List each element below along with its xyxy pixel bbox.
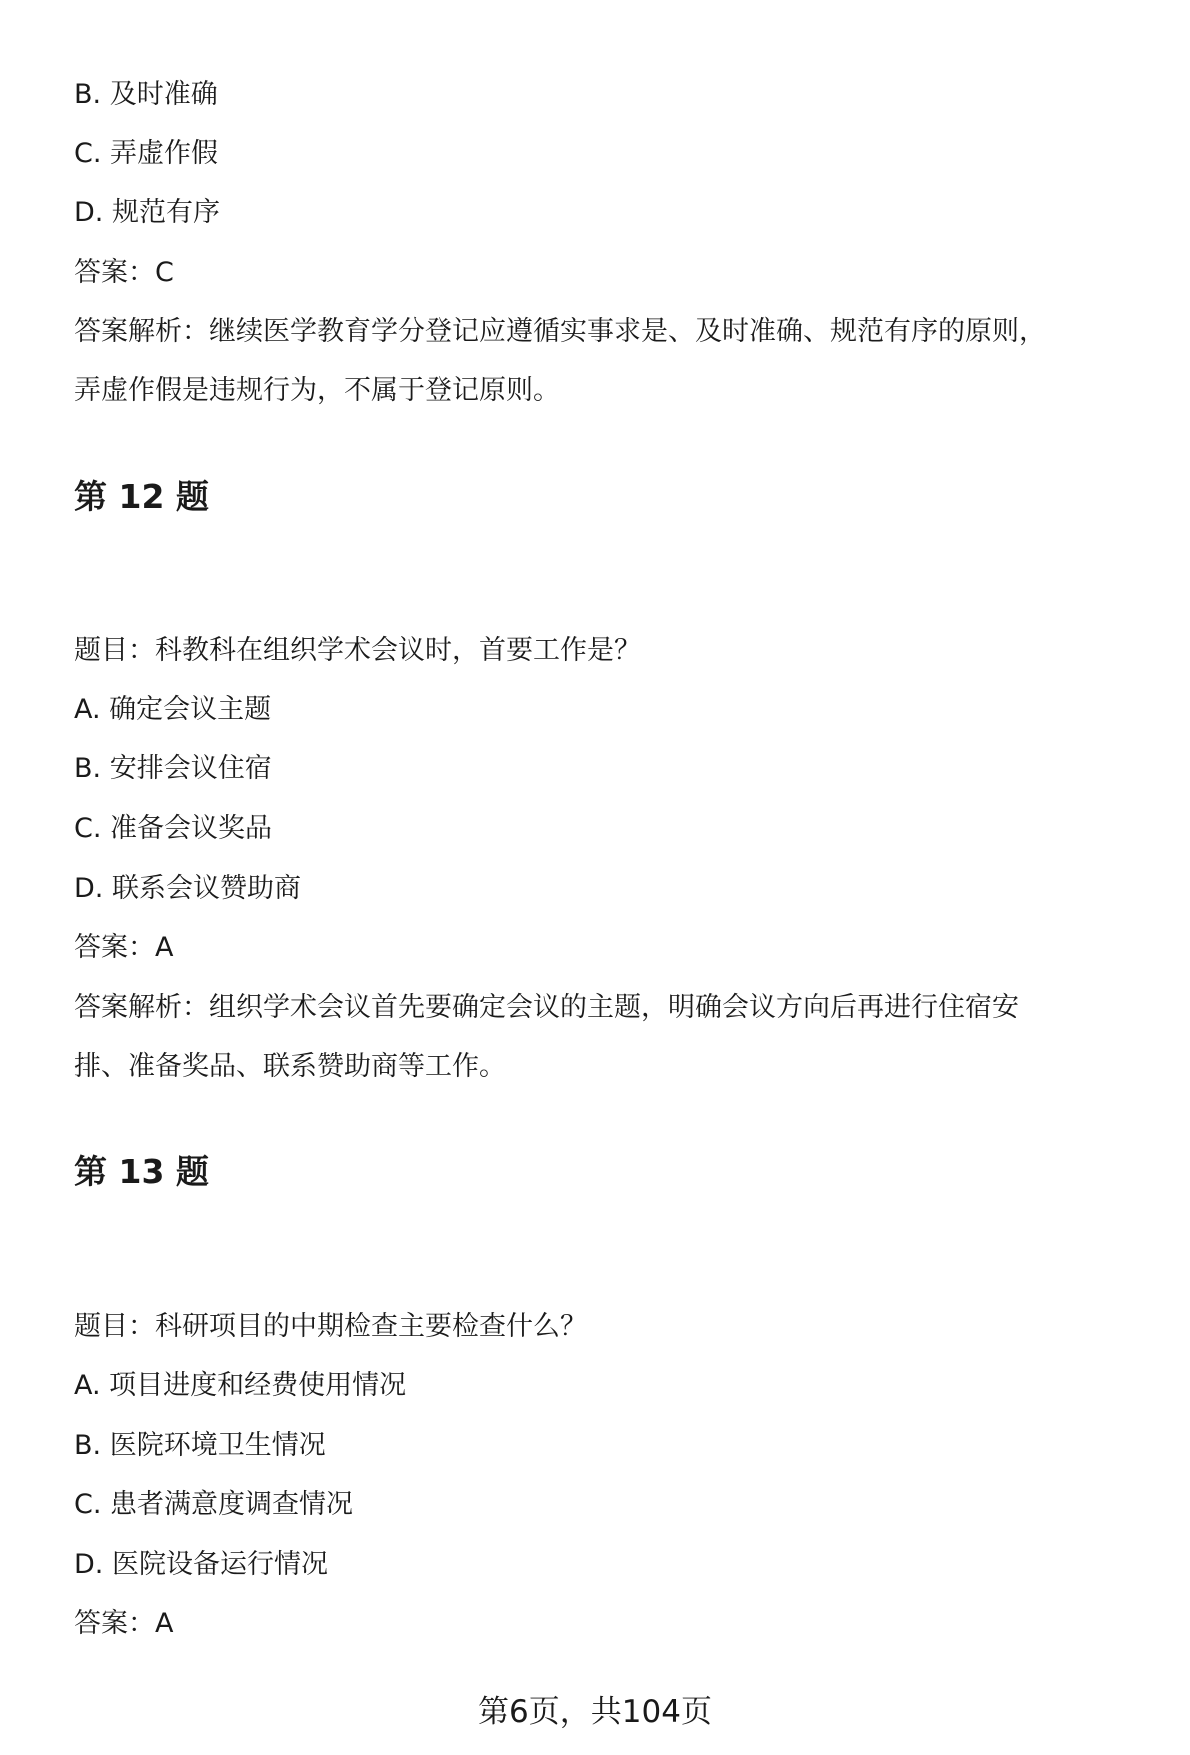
q13-answer: 答案：A xyxy=(74,1608,174,1639)
q13-option-b: B. 医院环境卫生情况 xyxy=(74,1430,326,1461)
q11-option-c: C. 弄虚作假 xyxy=(74,138,219,169)
q12-option-c: C. 准备会议奖品 xyxy=(74,813,273,844)
q13-heading: 第 13 题 xyxy=(74,1152,209,1191)
q13-option-c: C. 患者满意度调查情况 xyxy=(74,1489,354,1520)
q11-option-b: B. 及时准确 xyxy=(74,79,218,110)
q12-option-d: D. 联系会议赞助商 xyxy=(74,873,301,904)
q13-option-d: D. 医院设备运行情况 xyxy=(74,1549,328,1580)
q11-explanation-line2: 弄虚作假是违规行为，不属于登记原则。 xyxy=(74,375,560,406)
q12-question: 题目：科教科在组织学术会议时，首要工作是？ xyxy=(74,635,641,666)
q12-option-a: A. 确定会议主题 xyxy=(74,694,272,725)
q11-option-d: D. 规范有序 xyxy=(74,197,220,228)
q11-explanation-line1: 答案解析：继续医学教育学分登记应遵循实事求是、及时准确、规范有序的原则， xyxy=(74,316,1046,347)
q12-heading: 第 12 题 xyxy=(74,477,209,516)
q13-question: 题目：科研项目的中期检查主要检查什么？ xyxy=(74,1311,587,1342)
q12-option-b: B. 安排会议住宿 xyxy=(74,753,272,784)
q12-answer: 答案：A xyxy=(74,932,174,963)
q11-answer: 答案：C xyxy=(74,257,174,288)
q13-option-a: A. 项目进度和经费使用情况 xyxy=(74,1370,407,1401)
page-footer: 第6页，共104页 xyxy=(478,1694,712,1730)
q12-explanation-line1: 答案解析：组织学术会议首先要确定会议的主题，明确会议方向后再进行住宿安 xyxy=(74,992,1019,1023)
q12-explanation-line2: 排、准备奖品、联系赞助商等工作。 xyxy=(74,1051,506,1082)
